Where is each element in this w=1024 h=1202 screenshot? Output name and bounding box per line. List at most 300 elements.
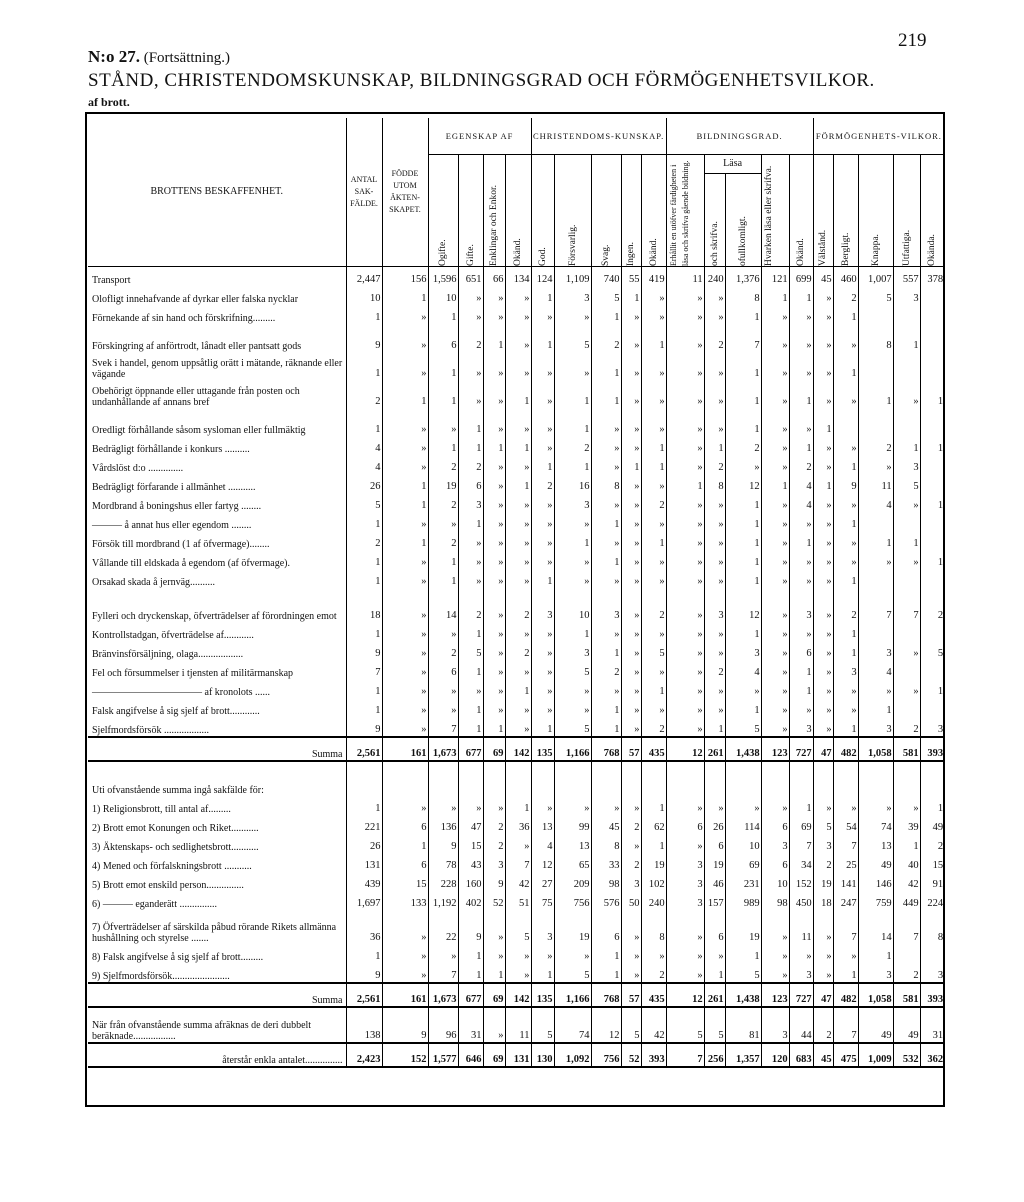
- table-cell: 74: [858, 815, 893, 834]
- table-cell: »: [621, 796, 641, 815]
- table-cell: 5: [920, 641, 944, 660]
- table-cell: 439: [346, 872, 382, 891]
- table-cell: 47: [813, 983, 833, 1007]
- table-cell: [428, 761, 458, 796]
- table-cell: 393: [920, 737, 944, 761]
- table-cell: 2: [428, 531, 458, 550]
- table-cell: »: [505, 531, 531, 550]
- table-cell: 1: [591, 380, 621, 408]
- table-cell: »: [833, 380, 858, 408]
- table-cell: »: [761, 380, 789, 408]
- continued-note: (Fortsättning.): [143, 50, 230, 66]
- table-cell: »: [591, 493, 621, 512]
- table-cell: »: [505, 944, 531, 963]
- table-cell: 6: [666, 815, 704, 834]
- table-cell: 1: [428, 569, 458, 588]
- table-cell: [458, 761, 483, 796]
- table-cell: »: [666, 436, 704, 455]
- table-cell: 1: [591, 944, 621, 963]
- table-cell: 1: [382, 380, 428, 408]
- table-cell: »: [554, 550, 591, 569]
- table-cell: 1: [704, 717, 725, 737]
- table-cell: »: [813, 380, 833, 408]
- table-cell: »: [505, 305, 531, 324]
- table-cell: »: [641, 305, 666, 324]
- table-row: [88, 380, 944, 408]
- table-cell: 1: [458, 963, 483, 983]
- table-cell: 2: [704, 660, 725, 679]
- table-cell: 5: [531, 1007, 554, 1043]
- row-label: Fylleri och dryckenskap, öfverträdelser af förordningen emot: [92, 611, 337, 622]
- table-cell: 256: [704, 1043, 725, 1067]
- table-cell: 3: [483, 853, 505, 872]
- table-cell: 5: [346, 493, 382, 512]
- table-cell: »: [813, 944, 833, 963]
- table-cell: 98: [591, 872, 621, 891]
- table-cell: 1,009: [858, 1043, 893, 1067]
- table-cell: »: [813, 569, 833, 588]
- table-cell: 1,109: [554, 267, 591, 287]
- col-header: Okänd.: [641, 155, 666, 267]
- table-cell: »: [789, 352, 813, 380]
- table-cell: 1: [833, 717, 858, 737]
- table-cell: 581: [893, 737, 920, 761]
- page-title: STÅND, CHRISTENDOMSKUNSKAP, BILDNINGSGRAD OCH FÖRMÖGENHETSVILKOR.: [88, 70, 875, 91]
- table-cell: [666, 761, 704, 796]
- row-label: återstår enkla antalet...............: [88, 1043, 346, 1067]
- table-cell: 49: [920, 815, 944, 834]
- table-cell: 138: [346, 1007, 382, 1043]
- table-cell: »: [458, 679, 483, 698]
- table-cell: 2: [641, 963, 666, 983]
- table-cell: »: [704, 679, 725, 698]
- table-cell: 40: [893, 853, 920, 872]
- table-cell: 1: [591, 963, 621, 983]
- table-cell: 450: [789, 891, 813, 910]
- table-cell: 419: [641, 267, 666, 287]
- table-cell: 699: [789, 267, 813, 287]
- table-cell: 7: [858, 588, 893, 622]
- table-cell: 13: [531, 815, 554, 834]
- table-cell: 2: [621, 815, 641, 834]
- table-cell: 1: [725, 512, 761, 531]
- table-cell: 1: [641, 324, 666, 352]
- table-cell: 19: [428, 474, 458, 493]
- table-cell: 9: [483, 872, 505, 891]
- table-cell: »: [813, 622, 833, 641]
- table-cell: 768: [591, 737, 621, 761]
- table-cell: 1: [641, 531, 666, 550]
- table-cell: [789, 761, 813, 796]
- table-cell: [761, 761, 789, 796]
- table-cell: »: [761, 910, 789, 944]
- table-cell: 1: [920, 380, 944, 408]
- table-cell: 1: [920, 550, 944, 569]
- table-cell: »: [833, 944, 858, 963]
- table-cell: »: [382, 963, 428, 983]
- table-cell: 1: [591, 305, 621, 324]
- table-cell: 6: [591, 910, 621, 944]
- table-cell: [920, 352, 944, 380]
- table-cell: 10: [346, 286, 382, 305]
- table-cell: »: [813, 698, 833, 717]
- table-cell: 1: [833, 455, 858, 474]
- table-cell: »: [833, 324, 858, 352]
- table-cell: »: [893, 550, 920, 569]
- table-cell: »: [554, 512, 591, 531]
- table-cell: »: [704, 796, 725, 815]
- table-cell: 1: [346, 796, 382, 815]
- table-cell: 3: [789, 963, 813, 983]
- table-cell: 1: [382, 493, 428, 512]
- table-cell: 50: [621, 891, 641, 910]
- table-cell: 576: [591, 891, 621, 910]
- table-cell: [621, 761, 641, 796]
- table-cell: 1: [382, 286, 428, 305]
- table-cell: 4: [346, 455, 382, 474]
- row-label: Vållande till eldskada å egendom (af öfvermage).: [92, 558, 290, 569]
- table-row: [88, 1043, 944, 1067]
- table-cell: »: [621, 679, 641, 698]
- table-cell: [920, 408, 944, 436]
- table-cell: 1: [789, 660, 813, 679]
- table-cell: »: [591, 796, 621, 815]
- table-cell: 1,673: [428, 983, 458, 1007]
- table-cell: »: [531, 408, 554, 436]
- table-cell: »: [761, 679, 789, 698]
- table-cell: 1: [428, 550, 458, 569]
- table-cell: 146: [858, 872, 893, 891]
- table-cell: 6: [761, 815, 789, 834]
- table-row: [88, 267, 944, 287]
- table-cell: 2: [346, 531, 382, 550]
- table-cell: »: [641, 660, 666, 679]
- table-cell: »: [813, 352, 833, 380]
- table-cell: 1: [531, 569, 554, 588]
- table-cell: »: [858, 455, 893, 474]
- table-cell: [858, 352, 893, 380]
- table-cell: [920, 761, 944, 796]
- table-cell: »: [483, 944, 505, 963]
- table-cell: 2: [893, 963, 920, 983]
- table-cell: »: [428, 512, 458, 531]
- table-cell: 1: [833, 641, 858, 660]
- table-cell: »: [382, 352, 428, 380]
- table-cell: »: [761, 717, 789, 737]
- table-cell: »: [666, 717, 704, 737]
- table-cell: 1: [483, 717, 505, 737]
- table-cell: »: [483, 679, 505, 698]
- table-cell: [505, 761, 531, 796]
- table-cell: 131: [346, 853, 382, 872]
- page-number: 219: [898, 30, 927, 51]
- table-cell: 10: [761, 872, 789, 891]
- table-cell: »: [833, 531, 858, 550]
- table-cell: 2,561: [346, 737, 382, 761]
- table-cell: 989: [725, 891, 761, 910]
- table-cell: 3: [666, 872, 704, 891]
- table-cell: »: [621, 512, 641, 531]
- row-label: Bränvinsförsäljning, olaga..................: [92, 649, 244, 660]
- table-cell: »: [893, 796, 920, 815]
- table-cell: 2: [621, 853, 641, 872]
- table-cell: 27: [531, 872, 554, 891]
- table-cell: 3: [761, 1007, 789, 1043]
- table-cell: 31: [458, 1007, 483, 1043]
- table-cell: 130: [531, 1043, 554, 1067]
- table-cell: 5: [893, 474, 920, 493]
- table-cell: 1: [858, 531, 893, 550]
- table-cell: 114: [725, 815, 761, 834]
- table-cell: 135: [531, 737, 554, 761]
- table-cell: 160: [458, 872, 483, 891]
- table-cell: »: [666, 512, 704, 531]
- table-cell: »: [761, 455, 789, 474]
- table-cell: »: [531, 305, 554, 324]
- table-cell: »: [531, 660, 554, 679]
- table-cell: 5: [858, 286, 893, 305]
- table-cell: »: [428, 408, 458, 436]
- table-cell: 2: [789, 455, 813, 474]
- table-cell: 1: [505, 380, 531, 408]
- table-cell: 2: [531, 474, 554, 493]
- table-cell: »: [704, 944, 725, 963]
- table-cell: »: [813, 588, 833, 622]
- col-header: Okänd.: [789, 155, 813, 267]
- table-cell: 47: [458, 815, 483, 834]
- table-cell: »: [382, 550, 428, 569]
- table-cell: »: [704, 408, 725, 436]
- table-cell: »: [428, 944, 458, 963]
- table-cell: 5: [641, 641, 666, 660]
- row-label: Uti ofvanstående summa ingå sakfälde för:: [92, 785, 264, 796]
- table-cell: »: [641, 408, 666, 436]
- table-cell: »: [621, 944, 641, 963]
- table-cell: »: [458, 286, 483, 305]
- table-cell: 124: [531, 267, 554, 287]
- table-cell: 3: [666, 853, 704, 872]
- table-cell: 1: [893, 436, 920, 455]
- table-cell: »: [813, 910, 833, 944]
- table-cell: [858, 305, 893, 324]
- table-cell: 1: [483, 436, 505, 455]
- table-cell: »: [382, 679, 428, 698]
- table-cell: 1: [833, 963, 858, 983]
- table-cell: 2: [833, 286, 858, 305]
- table-row: [88, 324, 944, 352]
- table-cell: »: [554, 944, 591, 963]
- table-cell: 1: [346, 944, 382, 963]
- table-cell: »: [789, 408, 813, 436]
- table-cell: 247: [833, 891, 858, 910]
- table-cell: [893, 569, 920, 588]
- table-cell: »: [382, 717, 428, 737]
- table-cell: 2: [483, 834, 505, 853]
- table-cell: 1,438: [725, 983, 761, 1007]
- table-cell: 18: [346, 588, 382, 622]
- table-cell: 1: [591, 641, 621, 660]
- table-cell: »: [505, 622, 531, 641]
- table-cell: »: [382, 660, 428, 679]
- table-cell: »: [505, 324, 531, 352]
- table-cell: 4: [531, 834, 554, 853]
- table-cell: 5: [554, 324, 591, 352]
- table-cell: 49: [893, 1007, 920, 1043]
- table-cell: »: [761, 408, 789, 436]
- table-cell: »: [483, 455, 505, 474]
- table-cell: 11: [666, 267, 704, 287]
- table-cell: »: [761, 796, 789, 815]
- table-cell: 221: [346, 815, 382, 834]
- table-cell: 69: [483, 1043, 505, 1067]
- table-cell: 1: [428, 352, 458, 380]
- table-cell: »: [704, 641, 725, 660]
- table-cell: 3: [458, 493, 483, 512]
- table-cell: 45: [591, 815, 621, 834]
- table-cell: 136: [428, 815, 458, 834]
- table-cell: 1: [458, 660, 483, 679]
- table-cell: 36: [346, 910, 382, 944]
- table-row: [88, 512, 944, 531]
- table-cell: 19: [554, 910, 591, 944]
- col-header: Försvarlig.: [554, 155, 591, 267]
- table-cell: 11: [505, 1007, 531, 1043]
- table-cell: 3: [858, 963, 893, 983]
- statistics-table: [88, 118, 944, 1068]
- table-cell: 1: [641, 436, 666, 455]
- table-cell: 1: [505, 679, 531, 698]
- table-cell: »: [621, 493, 641, 512]
- table-cell: 44: [789, 1007, 813, 1043]
- table-cell: »: [505, 408, 531, 436]
- table-cell: 22: [428, 910, 458, 944]
- table-cell: »: [761, 944, 789, 963]
- table-cell: »: [458, 305, 483, 324]
- table-cell: »: [483, 352, 505, 380]
- table-cell: 2: [346, 380, 382, 408]
- table-row: [88, 737, 944, 761]
- table-cell: 120: [761, 1043, 789, 1067]
- table-cell: 69: [725, 853, 761, 872]
- table-row: [88, 910, 944, 944]
- table-cell: »: [666, 352, 704, 380]
- table-cell: 756: [591, 1043, 621, 1067]
- col-header: Knappa.: [858, 155, 893, 267]
- table-cell: 1: [428, 436, 458, 455]
- table-cell: »: [483, 622, 505, 641]
- table-cell: »: [893, 641, 920, 660]
- table-cell: 1: [458, 512, 483, 531]
- table-cell: 3: [531, 910, 554, 944]
- table-cell: 6: [382, 853, 428, 872]
- table-cell: 7: [789, 834, 813, 853]
- table-cell: »: [531, 698, 554, 717]
- table-cell: [893, 305, 920, 324]
- table-cell: »: [813, 963, 833, 983]
- table-cell: 11: [858, 474, 893, 493]
- table-cell: 2: [591, 660, 621, 679]
- table-cell: »: [893, 380, 920, 408]
- row-label: 9) Sjelfmordsförsök.......................: [92, 971, 230, 982]
- row-label: ——————————— af kronolots ......: [92, 687, 271, 698]
- col-header: Hvarken läsa eller skrifva.: [761, 155, 789, 267]
- table-cell: 759: [858, 891, 893, 910]
- table-cell: [704, 761, 725, 796]
- table-cell: 57: [621, 737, 641, 761]
- table-cell: »: [666, 493, 704, 512]
- table-cell: »: [761, 698, 789, 717]
- table-cell: 231: [725, 872, 761, 891]
- table-cell: »: [531, 944, 554, 963]
- table-cell: 3: [858, 641, 893, 660]
- table-cell: [346, 761, 382, 796]
- table-cell: »: [789, 512, 813, 531]
- table-cell: »: [641, 944, 666, 963]
- table-cell: [554, 761, 591, 796]
- table-cell: 1: [789, 436, 813, 455]
- table-cell: 8: [920, 910, 944, 944]
- table-cell: »: [761, 622, 789, 641]
- table-cell: 152: [382, 1043, 428, 1067]
- table-cell: [833, 761, 858, 796]
- table-cell: 9: [833, 474, 858, 493]
- table-cell: 1: [920, 796, 944, 815]
- table-cell: 12: [591, 1007, 621, 1043]
- table-cell: »: [621, 436, 641, 455]
- table-row: [88, 569, 944, 588]
- table-cell: »: [725, 679, 761, 698]
- table-cell: »: [833, 796, 858, 815]
- table-cell: 1: [725, 698, 761, 717]
- header-nature: BROTTENS BESKAFFENHET.: [88, 118, 346, 267]
- col-header: ofullkomligt.: [725, 174, 761, 267]
- table-cell: [858, 408, 893, 436]
- table-cell: 2: [725, 436, 761, 455]
- row-label: Summa: [88, 983, 346, 1007]
- table-cell: »: [505, 512, 531, 531]
- table-cell: »: [621, 963, 641, 983]
- table-cell: »: [761, 963, 789, 983]
- table-cell: 756: [554, 891, 591, 910]
- table-cell: 2,423: [346, 1043, 382, 1067]
- table-cell: 142: [505, 737, 531, 761]
- table-cell: »: [483, 641, 505, 660]
- table-cell: 3: [666, 891, 704, 910]
- table-cell: »: [382, 910, 428, 944]
- table-cell: »: [641, 550, 666, 569]
- table-cell: 1: [531, 286, 554, 305]
- table-cell: 52: [483, 891, 505, 910]
- row-label: Svek i handel, genom uppsåtlig orätt i mätande, räknande eller vägande: [92, 358, 343, 380]
- table-cell: »: [761, 531, 789, 550]
- table-cell: »: [483, 408, 505, 436]
- table-cell: 3: [761, 834, 789, 853]
- table-cell: 3: [833, 660, 858, 679]
- table-cell: 740: [591, 267, 621, 287]
- table-row: [88, 550, 944, 569]
- table-cell: »: [813, 641, 833, 660]
- table-cell: 2: [893, 717, 920, 737]
- table-row: [88, 761, 944, 796]
- table-cell: 46: [704, 872, 725, 891]
- table-cell: [893, 660, 920, 679]
- table-cell: 1: [725, 305, 761, 324]
- table-cell: 2: [641, 493, 666, 512]
- table-cell: »: [704, 352, 725, 380]
- table-cell: 2: [458, 588, 483, 622]
- table-cell: 532: [893, 1043, 920, 1067]
- table-cell: 9: [346, 963, 382, 983]
